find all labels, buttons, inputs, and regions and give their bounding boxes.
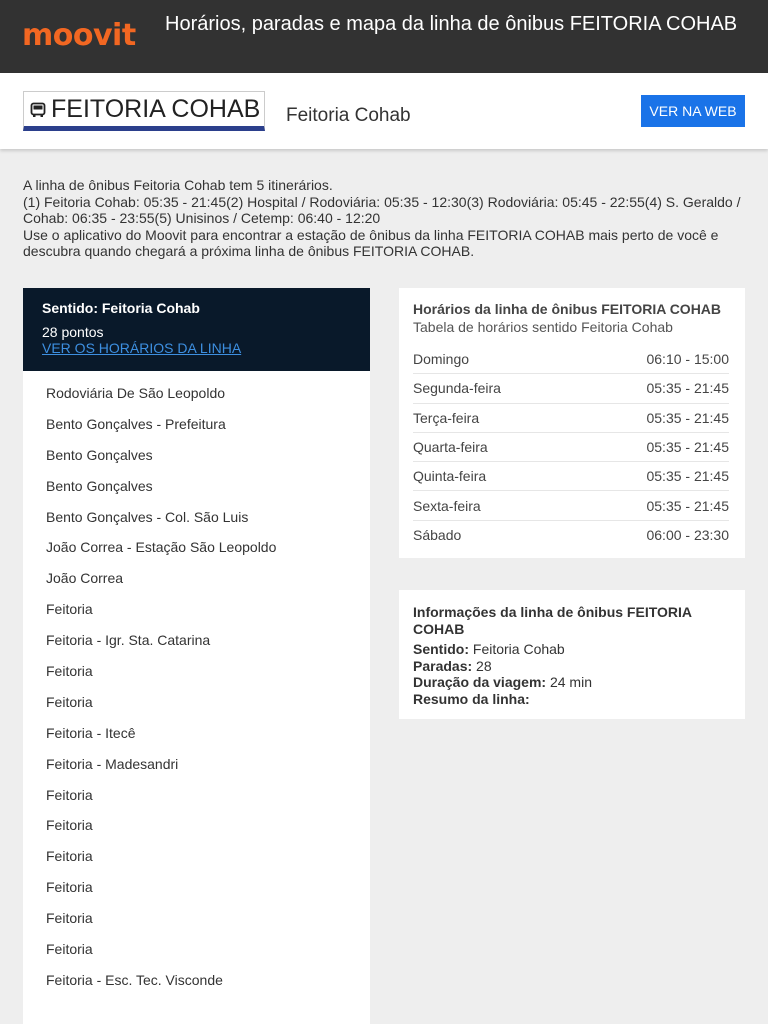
stop-item[interactable]: Feitoria bbox=[46, 601, 93, 618]
stop-item[interactable]: Feitoria bbox=[46, 879, 93, 896]
schedule-hours: 05:35 - 21:45 bbox=[646, 468, 729, 485]
intro-text bbox=[23, 177, 743, 260]
stop-item[interactable]: Feitoria - Esc. Tec. Visconde bbox=[46, 971, 223, 988]
direction-title: Sentido: Feitoria Cohab bbox=[42, 300, 200, 316]
info-details bbox=[413, 641, 592, 707]
view-schedule-link[interactable]: VER OS HORÁRIOS DA LINHA bbox=[42, 340, 242, 356]
moovit-logo[interactable]: moovit bbox=[22, 18, 136, 53]
schedule-day: Terça-feira bbox=[413, 409, 480, 426]
schedule-row bbox=[413, 491, 729, 520]
info-direction-value: Feitoria Cohab bbox=[472, 641, 565, 657]
schedule-table bbox=[413, 345, 729, 549]
top-bar bbox=[0, 0, 768, 73]
info-duration-value: 24 min bbox=[549, 674, 592, 690]
stop-item[interactable]: Bento Gonçalves bbox=[46, 446, 153, 463]
schedule-day: Segunda-feira bbox=[413, 380, 501, 397]
stop-item[interactable]: João Correa - Estação São Leopoldo bbox=[46, 539, 277, 556]
info-summary bbox=[413, 691, 592, 708]
direction-header bbox=[23, 288, 370, 371]
info-direction bbox=[413, 641, 592, 658]
info-summary-label: Resumo da linha: bbox=[413, 690, 530, 707]
page-title: Horários, paradas e mapa da linha de ônibus FEITORIA COHAB bbox=[165, 13, 738, 35]
stop-item[interactable]: Bento Gonçalves - Col. São Luis bbox=[46, 508, 249, 525]
schedule-hours: 05:35 - 21:45 bbox=[646, 497, 729, 514]
schedule-day: Domingo bbox=[413, 351, 470, 368]
bus-icon bbox=[30, 102, 46, 123]
schedule-day: Sexta-feira bbox=[413, 497, 481, 514]
schedule-hours: 05:35 - 21:45 bbox=[646, 439, 729, 456]
schedule-hours: 05:35 - 21:45 bbox=[646, 409, 729, 426]
info-stops-label: Paradas: bbox=[413, 657, 473, 674]
schedule-row bbox=[413, 345, 729, 374]
line-subtitle: Feitoria Cohab bbox=[286, 105, 411, 126]
stops-count: 28 pontos bbox=[42, 324, 104, 340]
stop-item[interactable]: Bento Gonçalves bbox=[46, 477, 153, 494]
stop-item[interactable]: Feitoria bbox=[46, 663, 93, 680]
schedule-hours: 05:35 - 21:45 bbox=[646, 380, 729, 397]
schedule-day: Quinta-feira bbox=[413, 468, 487, 485]
stop-item[interactable]: Feitoria bbox=[46, 910, 93, 927]
stops-list bbox=[23, 384, 370, 1002]
schedule-day: Sábado bbox=[413, 526, 462, 543]
info-duration-label: Duração da viagem: bbox=[413, 674, 547, 690]
line-badge bbox=[23, 91, 265, 131]
stop-item[interactable]: Feitoria bbox=[46, 817, 93, 834]
line-info-card bbox=[399, 590, 745, 719]
stop-item[interactable]: Rodoviária De São Leopoldo bbox=[46, 385, 226, 401]
view-on-web-button[interactable]: VER NA WEB bbox=[641, 95, 745, 127]
intro-app-promo: Use o aplicativo do Moovit para encontrar a estação de ônibus da linha FEITORIA COHAB mais perto de você e descubra quando chegará a próxima linha de ônibus FEITORIA COHAB. bbox=[23, 226, 719, 259]
schedule-card bbox=[399, 288, 745, 558]
stop-item[interactable]: Feitoria bbox=[46, 848, 93, 865]
info-stops-value: 28 bbox=[476, 657, 492, 674]
stop-item[interactable]: Feitoria bbox=[46, 786, 93, 803]
stop-item[interactable]: Bento Gonçalves - Prefeitura bbox=[46, 415, 226, 432]
line-bar bbox=[0, 73, 768, 149]
stop-item[interactable]: Feitoria bbox=[46, 693, 93, 710]
stop-item[interactable]: Feitoria - Itecê bbox=[46, 724, 136, 741]
intro-summary: A linha de ônibus Feitoria Cohab tem 5 itinerários. bbox=[23, 177, 333, 193]
schedule-day: Quarta-feira bbox=[413, 439, 488, 456]
schedule-subtitle: Tabela de horários sentido Feitoria Cohab bbox=[413, 319, 673, 335]
line-name: FEITORIA COHAB bbox=[51, 95, 261, 123]
info-direction-label: Sentido: bbox=[413, 641, 469, 657]
stop-item[interactable]: Feitoria - Igr. Sta. Catarina bbox=[46, 632, 211, 649]
stops-card bbox=[23, 288, 370, 1024]
schedule-title: Horários da linha de ônibus FEITORIA COHAB bbox=[413, 301, 722, 317]
stop-item[interactable]: Feitoria - Madesandri bbox=[46, 755, 179, 772]
schedule-row bbox=[413, 404, 729, 433]
schedule-row bbox=[413, 462, 729, 491]
info-duration bbox=[413, 674, 592, 691]
stop-item[interactable]: Feitoria bbox=[46, 941, 93, 958]
schedule-row bbox=[413, 521, 729, 549]
intro-itineraries: (1) Feitoria Cohab: 05:35 - 21:45(2) Hospital / Rodoviária: 05:35 - 12:30(3) Rodoviária: 05:45 - 22:55(4) S. Geraldo / Cohab: 06:35 - 23:55(5) Unisinos / Cetemp: 06:40 - 12:20 bbox=[23, 193, 741, 226]
schedule-hours: 06:10 - 15:00 bbox=[646, 351, 729, 368]
info-title: Informações da linha de ônibus FEITORIA COHAB bbox=[413, 604, 692, 637]
schedule-row bbox=[413, 433, 729, 462]
stop-item[interactable]: João Correa bbox=[46, 570, 124, 587]
schedule-hours: 06:00 - 23:30 bbox=[646, 526, 729, 543]
schedule-row bbox=[413, 374, 729, 403]
info-stops bbox=[413, 658, 592, 675]
